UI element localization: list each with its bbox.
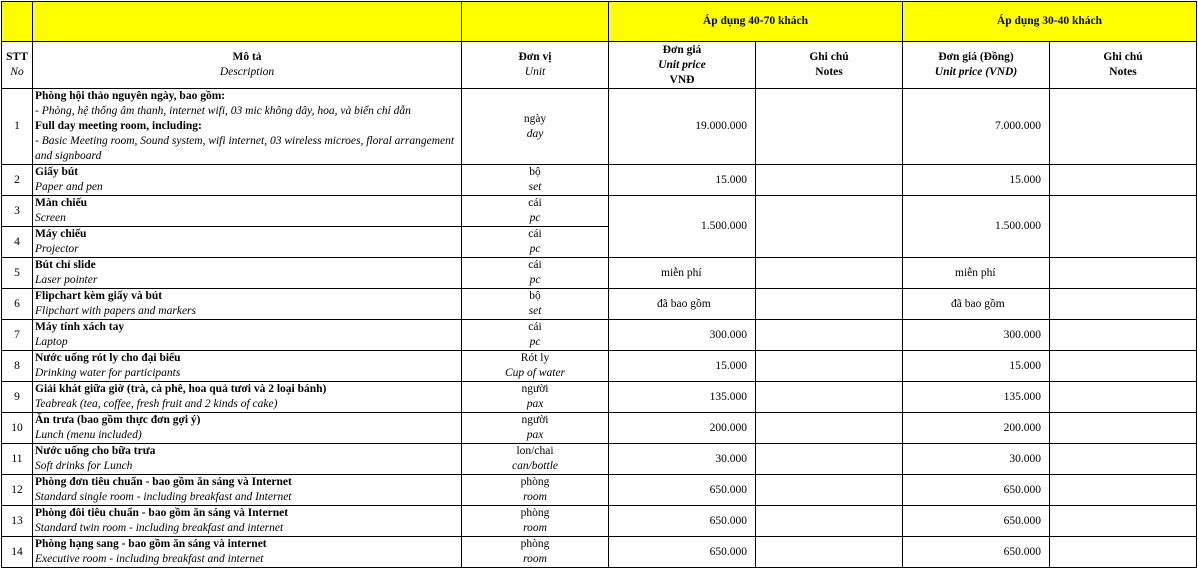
row-price-2: 7.000.000 — [903, 89, 1050, 165]
table-row — [2, 382, 1197, 413]
row-note-1 — [756, 89, 903, 165]
row-price-2: 650.000 — [903, 537, 1050, 568]
row-price-2: đã bao gồm — [903, 289, 1050, 320]
row-number: 5 — [2, 258, 33, 289]
row-unit: Rót ly Cup of water — [462, 351, 609, 382]
row-description: Bút chỉ slide Laser pointer — [33, 258, 462, 289]
table-row — [2, 413, 1197, 444]
row-price-2: 650.000 — [903, 475, 1050, 506]
row-price-1: đã bao gồm — [609, 289, 756, 320]
row-unit: lon/chai can/bottle — [462, 444, 609, 475]
row-note-1 — [756, 506, 903, 537]
row-note-2-merged — [1050, 196, 1197, 258]
row-price-1: 15.000 — [609, 165, 756, 196]
row-number: 8 — [2, 351, 33, 382]
row-note-1 — [756, 382, 903, 413]
row-note-2 — [1050, 165, 1197, 196]
row-price-1: 300.000 — [609, 320, 756, 351]
group-header-40-70: Áp dụng 40-70 khách — [609, 2, 903, 42]
notes-header-2: Ghi chú Notes — [1050, 42, 1197, 89]
row-note-2 — [1050, 413, 1197, 444]
row-note-1 — [756, 413, 903, 444]
row-price-1: 30.000 — [609, 444, 756, 475]
row-number: 7 — [2, 320, 33, 351]
row-price-1-merged: 1.500.000 — [609, 196, 756, 258]
column-header-row — [2, 42, 1197, 89]
row-unit: bộ set — [462, 165, 609, 196]
row-note-1 — [756, 475, 903, 506]
row-price-1: miễn phí — [609, 258, 756, 289]
row-unit: bộ set — [462, 289, 609, 320]
row-price-1: 135.000 — [609, 382, 756, 413]
header-blank-cell — [462, 2, 609, 42]
row-number: 10 — [2, 413, 33, 444]
unit-header: Đơn vị Unit — [462, 42, 609, 89]
unit-price-header-1: Đơn giá Unit price VNĐ — [609, 42, 756, 89]
row-note-1 — [756, 320, 903, 351]
row-unit: phòng room — [462, 506, 609, 537]
row-note-1 — [756, 165, 903, 196]
row-number: 3 — [2, 196, 33, 227]
row-price-2: miễn phí — [903, 258, 1050, 289]
row-unit: phòng room — [462, 475, 609, 506]
row-unit: cái pc — [462, 320, 609, 351]
row-number: 12 — [2, 475, 33, 506]
group-header-row — [2, 2, 1197, 42]
row-unit: ngày day — [462, 89, 609, 165]
row-number: 6 — [2, 289, 33, 320]
row-note-2 — [1050, 475, 1197, 506]
row-note-2 — [1050, 320, 1197, 351]
table-row — [2, 506, 1197, 537]
header-blank-cell — [33, 2, 462, 42]
row-price-1: 200.000 — [609, 413, 756, 444]
row-note-1-merged — [756, 196, 903, 258]
row-description: Phòng hội thảo nguyên ngày, bao gồm: - Phòng, hệ thống âm thanh, internet wifi, 03 mic không dây, hoa, và biển chỉ dẫn Full day meeting room, including: - Basic Meeting room, Sound system, wifi internet, 03 wireless microes, floral arrangement and signboard — [33, 89, 462, 165]
row-note-1 — [756, 351, 903, 382]
table-row — [2, 196, 1197, 227]
group-header-30-40: Áp dụng 30-40 khách — [903, 2, 1197, 42]
table-row — [2, 320, 1197, 351]
row-unit: người pax — [462, 413, 609, 444]
row-unit: người pax — [462, 382, 609, 413]
unit-price-header-2: Đơn giá (Đồng) Unit price (VND) — [903, 42, 1050, 89]
row-note-2 — [1050, 351, 1197, 382]
header-blank-cell — [2, 2, 33, 42]
table-row — [2, 537, 1197, 568]
table-row — [2, 475, 1197, 506]
row-unit: cái pc — [462, 196, 609, 227]
table-row — [2, 444, 1197, 475]
row-price-2: 135.000 — [903, 382, 1050, 413]
row-note-2 — [1050, 382, 1197, 413]
description-header: Mô tả Description — [33, 42, 462, 89]
table-row — [2, 351, 1197, 382]
row-number: 4 — [2, 227, 33, 258]
row-number: 13 — [2, 506, 33, 537]
row-description: Nước uống rót ly cho đại biểu Drinking water for participants — [33, 351, 462, 382]
row-price-2: 300.000 — [903, 320, 1050, 351]
row-note-2 — [1050, 289, 1197, 320]
row-note-1 — [756, 258, 903, 289]
table-row — [2, 165, 1197, 196]
row-description: Phòng đôi tiêu chuẩn - bao gồm ăn sáng và Internet Standard twin room - including breakfast and internet — [33, 506, 462, 537]
row-description: Phòng đơn tiêu chuẩn - bao gồm ăn sáng và Internet Standard single room - including breakfast and Internet — [33, 475, 462, 506]
row-unit: phòng room — [462, 537, 609, 568]
row-description: Phòng hạng sang - bao gồm ăn sáng và internet Executive room - including breakfast and internet — [33, 537, 462, 568]
row-note-1 — [756, 537, 903, 568]
row-description: Nước uống cho bữa trưa Soft drinks for Lunch — [33, 444, 462, 475]
row-price-1: 650.000 — [609, 537, 756, 568]
price-table — [1, 1, 1197, 568]
row-description: Máy chiếu Projector — [33, 227, 462, 258]
row-price-1: 650.000 — [609, 506, 756, 537]
stt-header: STT No — [2, 42, 33, 89]
row-note-2 — [1050, 258, 1197, 289]
row-note-2 — [1050, 537, 1197, 568]
row-note-1 — [756, 289, 903, 320]
table-row — [2, 258, 1197, 289]
row-price-2: 30.000 — [903, 444, 1050, 475]
table-row — [2, 89, 1197, 165]
row-price-1: 15.000 — [609, 351, 756, 382]
row-price-2-merged: 1.500.000 — [903, 196, 1050, 258]
row-description: Màn chiếu Screen — [33, 196, 462, 227]
row-description: Giải khát giữa giờ (trà, cà phê, hoa quả tươi và 2 loại bánh) Teabreak (tea, coffee, fresh fruit and 2 kinds of cake) — [33, 382, 462, 413]
row-unit: cái pc — [462, 227, 609, 258]
row-price-2: 15.000 — [903, 165, 1050, 196]
row-note-1 — [756, 444, 903, 475]
row-price-1: 19.000.000 — [609, 89, 756, 165]
row-description: Flipchart kèm giấy và bút Flipchart with papers and markers — [33, 289, 462, 320]
row-number: 14 — [2, 537, 33, 568]
row-number: 11 — [2, 444, 33, 475]
row-description: Máy tính xách tay Laptop — [33, 320, 462, 351]
table-row — [2, 289, 1197, 320]
row-price-2: 650.000 — [903, 506, 1050, 537]
row-price-2: 200.000 — [903, 413, 1050, 444]
notes-header-1: Ghi chú Notes — [756, 42, 903, 89]
row-note-2 — [1050, 89, 1197, 165]
row-number: 9 — [2, 382, 33, 413]
row-note-2 — [1050, 506, 1197, 537]
row-number: 2 — [2, 165, 33, 196]
row-price-1: 650.000 — [609, 475, 756, 506]
row-description: Ăn trưa (bao gồm thực đơn gợi ý) Lunch (menu included) — [33, 413, 462, 444]
row-description: Giấy bút Paper and pen — [33, 165, 462, 196]
row-price-2: 15.000 — [903, 351, 1050, 382]
row-unit: cái pc — [462, 258, 609, 289]
row-note-2 — [1050, 444, 1197, 475]
row-number: 1 — [2, 89, 33, 165]
